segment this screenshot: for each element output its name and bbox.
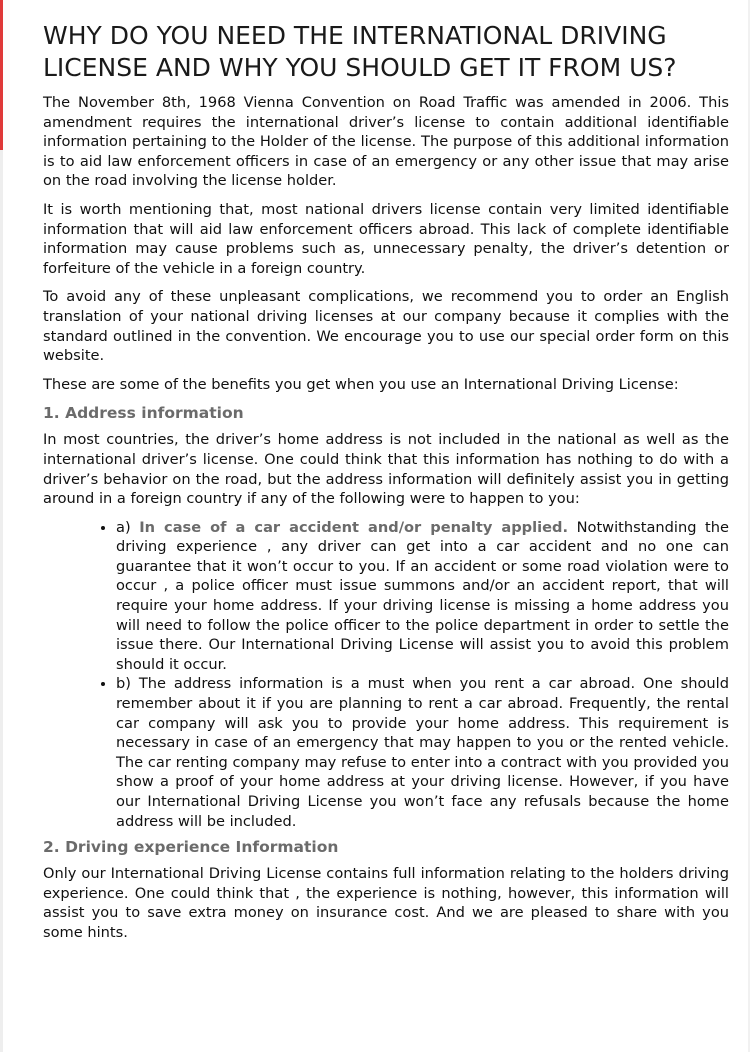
bullet-text: Notwithstanding the driving experience , any driver can get into a car accident and no one can guarantee that it won’t occur to you. If an accident or some road violation were to occur , a police officer must issue summons and/or an accident report, that will require your home address. If your driving license is missing a home address you will need to follow the police officer to the police department in order to settle the issue there. Our International Driving License will assist you to avoid this problem should it occur.	[116, 518, 729, 673]
benefits-intro: These are some of the benefits you get when you use an International Driving License:	[43, 375, 679, 393]
article	[43, 20, 729, 952]
address-bullet-list	[43, 518, 729, 832]
intro-paragraph-3: To avoid any of these unpleasant complications, we recommend you to order an English translation of your national driving licenses at our company because it complies with the standard outlined in the convention. We encourage you to use our special order form on this website.	[43, 288, 729, 365]
section-heading-experience: 2. Driving experience Information	[43, 838, 339, 857]
section-heading-address: 1. Address information	[43, 404, 244, 423]
bullet-text: b) The address information is a must when you rent a car abroad. One should remember about it if you are planning to rent a car abroad. Frequently, the rental car company will ask you to provide your home address. This requirement is necessary in case of an emergency that may happen to you or the rented vehicle. The car renting company may refuse to enter into a contract with you provided you show a proof of your home address at your driving license. However, if you have our International Driving License you won’t face any refusals because the home address will be included.	[116, 675, 729, 830]
left-border	[0, 0, 3, 1052]
intro-paragraph-1: The November 8th, 1968 Vienna Convention on Road Traffic was amended in 2006. This amendment requires the international driver’s license to contain additional identifiable information pertaining to the Holder of the license. The purpose of this additional information is to aid law enforcement officers in case of an emergency or any other issue that may arise on the road involving the license holder.	[43, 94, 729, 190]
address-paragraph: In most countries, the driver’s home address is not included in the national as well as the international driver’s license. One could think that this information has nothing to do with a driver’s behavior on the road, but the address information will definitely assist you in getting around in a foreign country if any of the following were to happen to you:	[43, 431, 729, 508]
intro-paragraph-2: It is worth mentioning that, most national drivers license contain very limited identifiable information that will aid law enforcement officers abroad. This lack of complete identifiable information may cause problems such as, unnecessary penalty, the driver’s detention or forfeiture of the vehicle in a foreign country.	[43, 200, 729, 277]
list-item	[116, 518, 729, 675]
bullet-prefix: a)	[116, 518, 140, 536]
experience-paragraph: Only our International Driving License contains full information relating to the holders driving experience. One could think that , the experience is nothing, however, this information will assist you to save extra money on insurance cost. And we are pleased to share with you some hints.	[43, 865, 729, 941]
bullet-highlight: In case of a car accident and/or penalty applied.	[139, 518, 569, 536]
page-title: WHY DO YOU NEED THE INTERNATIONAL DRIVING LICENSE AND WHY YOU SHOULD GET IT FROM US?	[43, 21, 677, 82]
list-item	[116, 674, 729, 831]
left-accent-bar	[0, 0, 3, 150]
